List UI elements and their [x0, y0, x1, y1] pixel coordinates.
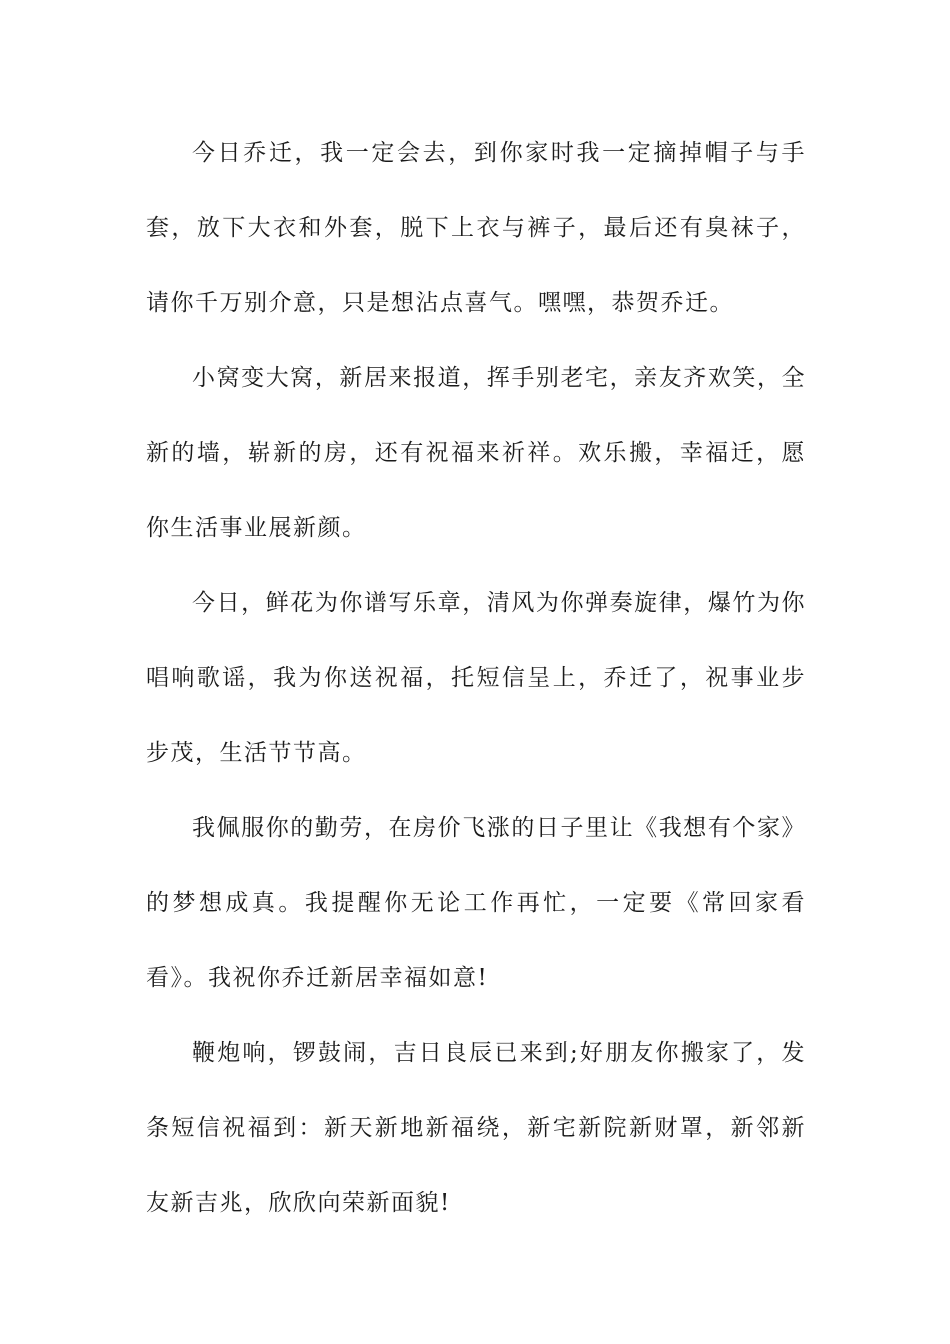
- paragraph-3: 今日，鲜花为你谱写乐章，清风为你弹奏旋律，爆竹为你唱响歌谣，我为你送祝福，托短信呈上，乔迁了，祝事业步步茂，生活节节高。: [146, 590, 806, 766]
- paragraph-5: 鞭炮响，锣鼓闹，吉日良辰已来到;好朋友你搬家了，发条短信祝福到：新天新地新福绕，新宅新院新财罩，新邻新友新吉兆，欣欣向荣新面貌!: [146, 1040, 806, 1216]
- paragraph-4: 我佩服你的勤劳，在房价飞涨的日子里让《我想有个家》的梦想成真。我提醒你无论工作再忙，一定要《常回家看看》。我祝你乔迁新居幸福如意!: [146, 815, 806, 991]
- paragraph-1: 今日乔迁，我一定会去，到你家时我一定摘掉帽子与手套，放下大衣和外套，脱下上衣与裤子，最后还有臭袜子，请你千万别介意，只是想沾点喜气。嘿嘿，恭贺乔迁。: [146, 140, 806, 316]
- paragraph-2: 小窝变大窝，新居来报道，挥手别老宅，亲友齐欢笑，全新的墙，崭新的房，还有祝福来祈祥。欢乐搬，幸福迁，愿你生活事业展新颜。: [146, 365, 806, 541]
- document-body: [146, 116, 806, 1241]
